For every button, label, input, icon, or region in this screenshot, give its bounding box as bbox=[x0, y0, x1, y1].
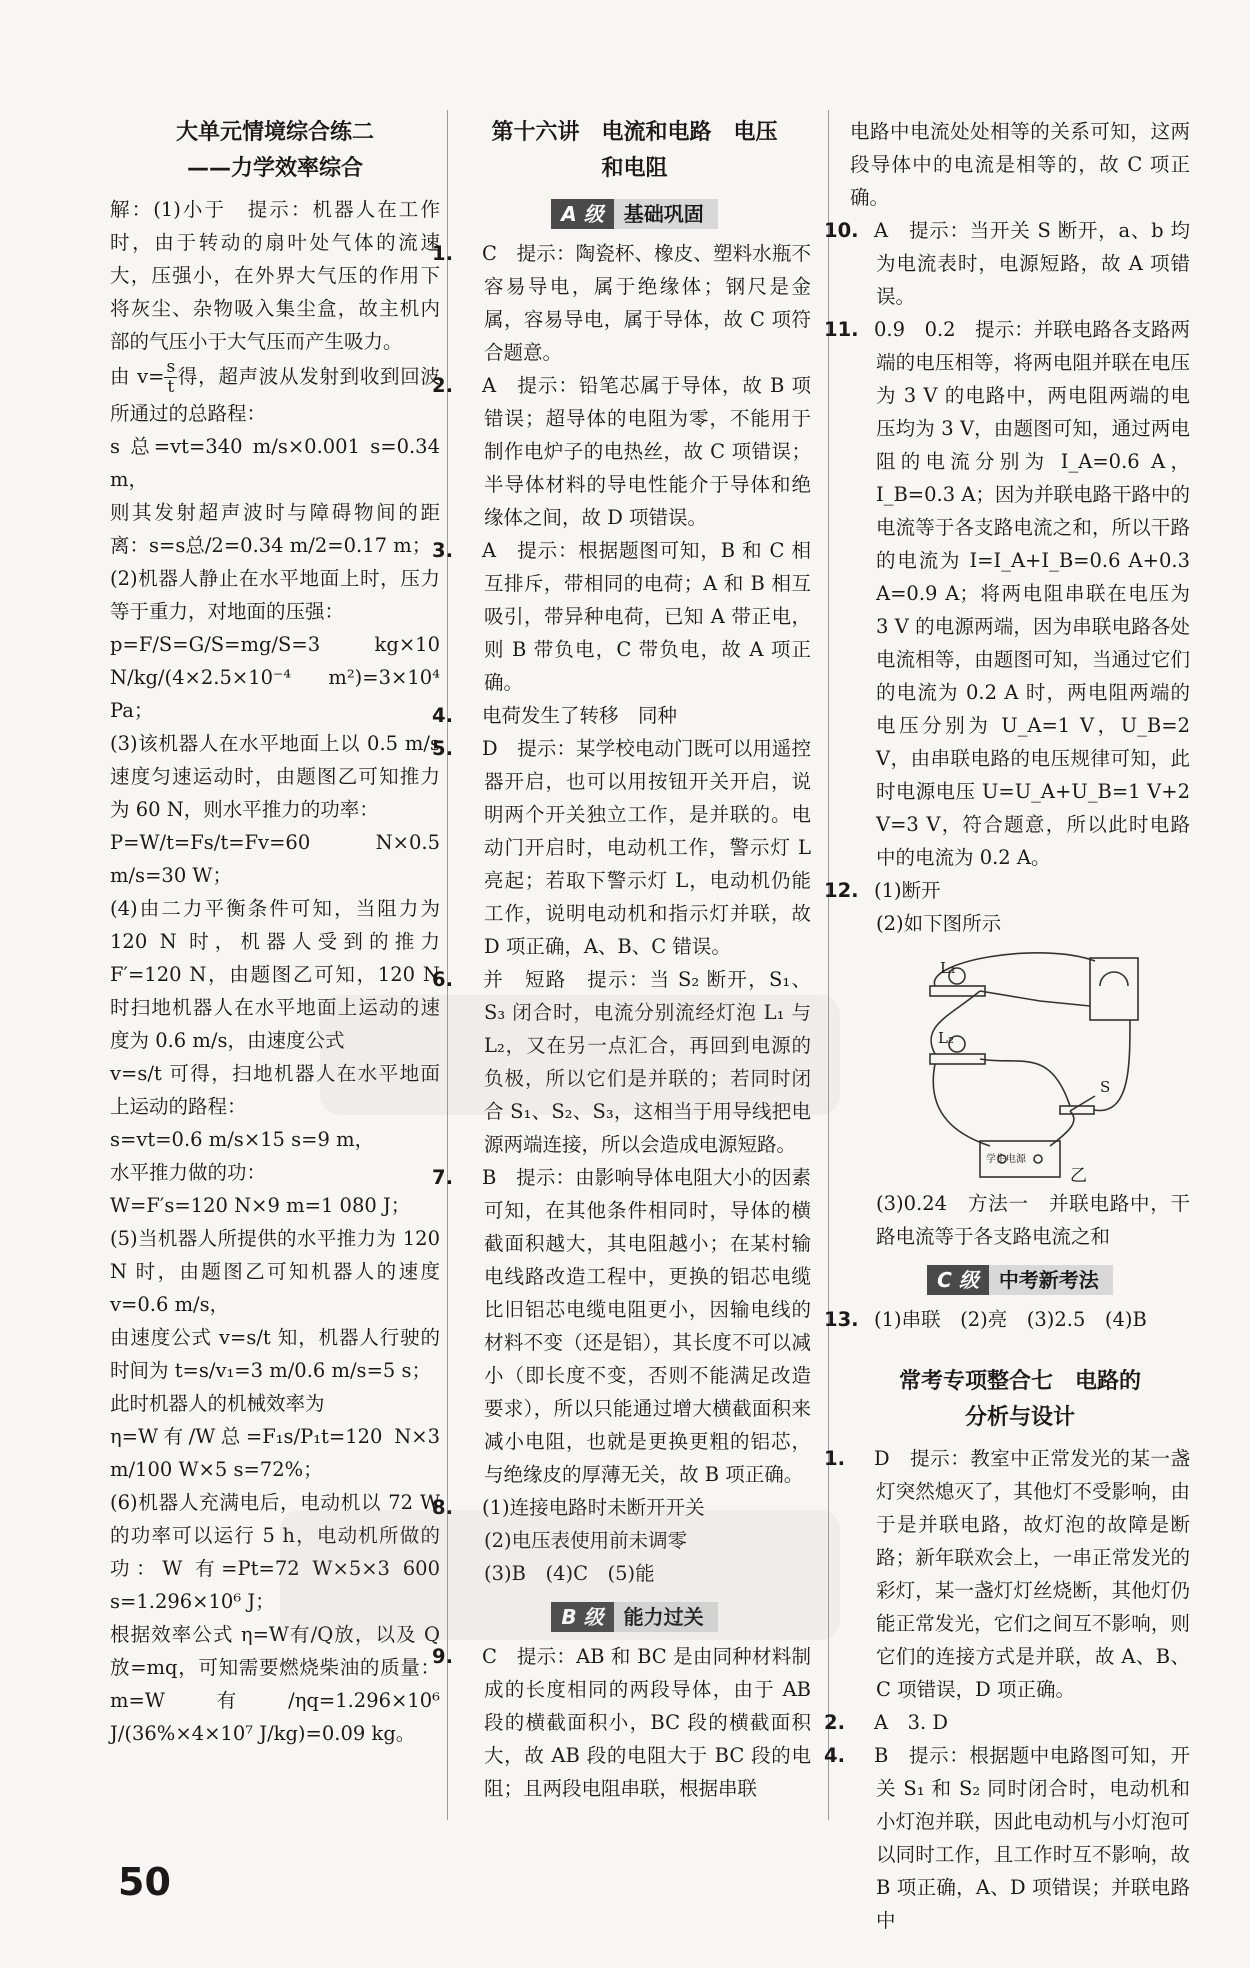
answer-paragraph: v=s/t 可得，扫地机器人在水平地面上运动的路程： bbox=[110, 1062, 440, 1118]
answer-paragraph: (6)机器人充满电后，电动机以 72 W 的功率可以运行 5 h，电动机所做的功：W 有=Pt=72 W×5×3 600 s=1.296×10⁶ J； bbox=[110, 1491, 440, 1613]
column-divider-right bbox=[828, 110, 829, 1820]
answer-paragraph: 由 v= $\frac{s}{t}$ 得，超声波从发射到收到回波所通过的总路程： bbox=[110, 357, 440, 425]
answer-paragraph: 解：(1)小于 提示：机器人在工作时，由于转动的扇叶处气体的流速大，压强小，在外界大气压的作用下将灰尘、杂物吸入集尘盒，故主机内部的气压小于大气压而产生吸力。 bbox=[110, 198, 440, 353]
level-header-c bbox=[850, 1265, 1190, 1295]
column-3 bbox=[824, 115, 1190, 1937]
label-l2: L₂ bbox=[938, 1029, 954, 1047]
answer-item: 9. C 提示：AB 和 BC 是由同种材料制成的长度相同的两段导体，由于 AB 段的横截面积小，BC 段的横截面积大，故 AB 段的电阻大于 BC 段的电阻；且两段电阻串联，根据串联 bbox=[432, 1645, 811, 1800]
fraction: $\frac{s}{t}$ bbox=[166, 357, 176, 397]
power-supply-label: 学生电源 bbox=[986, 1154, 1026, 1165]
answer-paragraph: (4)由二力平衡条件可知，当阻力为 120 N 时，机器人受到的推力 F′=120 N，由题图乙可知，120 N 时扫地机器人在水平地面上运动的速度为 0.6 m/s，由速度公式 bbox=[110, 897, 440, 1052]
answer-subitem: (2)电压表使用前未调零 bbox=[484, 1529, 688, 1552]
answer-paragraph: 由速度公式 v=s/t 知，机器人行驶的时间为 t=s/v₁=3 m/0.6 m/s=5 s； bbox=[110, 1326, 440, 1382]
answer-paragraph: s 总=vt=340 m/s×0.001 s=0.34 m， bbox=[110, 435, 440, 491]
formula-line: p=F/S=G/S=mg/S=3 kg×10 N/kg/(4×2.5×10⁻⁴ m²)=3×10⁴ Pa； bbox=[110, 633, 440, 722]
answer-item: 2. A 提示：铅笔芯属于导体，故 B 项错误；超导体的电阻为零，不能用于制作电炉子的电热丝，故 C 项错误；半导体材料的导电性能介于导体和绝缘体之间，故 D 项错误。 bbox=[432, 374, 811, 529]
section-title: 大单元情境综合练二 ——力学效率综合 bbox=[175, 120, 374, 181]
formula-line: P=W/t=Fs/t=Fv=60 N×0.5 m/s=30 W； bbox=[110, 831, 440, 887]
level-badge: A 级 bbox=[551, 199, 613, 229]
answer-item: 11. 0.9 0.2 提示：并联电路各支路两端的电压相等，将两电阻并联在电压为 3 V 的电路中，两电阻两端的电压均为 3 V，由题图可知，通过两电阻的电流分别为 I_A=0.6 A，I_B=0.3 A；因为并联电路干路中的电流等于各支路电流之和，所以干路的电流为 I=I_A+I_B=0.6 A+0.3 A=0.9 A；将两电阻串联在电压为 3 V 的电源两端，因为串联电路各处电流相等，由题图可知，当通过它们的电流为 0.2 A 时，两电阻两端的电压分别为 U_A=1 V，U_B=2 V，由串联电路的电压规律可知，此时电源电压 U=U_A+U_B=1 V+2 V=3 V，符合题意，所以此时电路中的电流为 0.2 A。 bbox=[824, 318, 1190, 869]
answer-paragraph: 水平推力做的功： bbox=[110, 1161, 267, 1184]
formula-line: W=F′s=120 N×9 m=1 080 J； bbox=[110, 1194, 411, 1217]
answer-subitem: (2)如下图所示 bbox=[876, 912, 1002, 935]
answer-item: 13. (1)串联 (2)亮 (3)2.5 (4)B bbox=[824, 1308, 1147, 1331]
answer-item: 1. C 提示：陶瓷杯、橡皮、塑料水瓶不容易导电，属于绝缘体；钢尺是金属，容易导电，属于导体，故 C 项符合题意。 bbox=[432, 242, 811, 364]
answer-item: 1. D 提示：教室中正常发光的某一盏灯突然熄灭了，其他灯不受影响，由于是并联电路，故灯泡的故障是断路；新年联欢会上，一串正常发光的彩灯，某一盏灯灯丝烧断，其他灯仍能正常发光，它们之间互不影响，则它们的连接方式是并联，故 A、B、C 项错误，D 项正确。 bbox=[824, 1447, 1190, 1701]
level-badge: B 级 bbox=[551, 1602, 613, 1632]
answer-paragraph: 电路中电流处处相等的关系可知，这两段导体中的电流是相等的，故 C 项正确。 bbox=[850, 120, 1190, 209]
level-header-a bbox=[458, 199, 811, 229]
circuit-diagram bbox=[920, 946, 1150, 1186]
answer-subitem: (3)0.24 方法一 并联电路中，干路电流等于各支路电流之和 bbox=[876, 1192, 1190, 1248]
answer-item: 10. A 提示：当开关 S 断开，a、b 均为电流表时，电源短路，故 A 项错误。 bbox=[824, 219, 1190, 308]
formula-line: η=W有/W总=F₁s/P₁t=120 N×3 m/100 W×5 s=72%； bbox=[110, 1425, 440, 1481]
answer-item: 4. 电荷发生了转移 同种 bbox=[432, 704, 678, 727]
page-number: 50 bbox=[118, 1860, 171, 1904]
column-1 bbox=[110, 115, 440, 1750]
figure-caption: 乙 bbox=[1070, 1166, 1087, 1186]
formula-line: s=vt=0.6 m/s×15 s=9 m， bbox=[110, 1128, 375, 1151]
section-title: 常考专项整合七 电路的 分析与设计 bbox=[898, 1369, 1141, 1430]
answer-item: 2. A 3. D bbox=[824, 1711, 949, 1734]
answer-paragraph: 根据效率公式 η=W有/Q放，以及 Q 放=mq，可知需要燃烧柴油的质量：m=W有/ηq=1.296×10⁶ J/(36%×4×10⁷ J/kg)=0.09 kg。 bbox=[110, 1623, 440, 1745]
label-l1: L₁ bbox=[940, 959, 956, 977]
answer-item: 4. B 提示：根据题中电路图可知，开关 S₁ 和 S₂ 同时闭合时，电动机和小灯泡并联，因此电动机与小灯泡可以同时工作，且工作时互不影响，故 B 项正确，A、D 项错误；并联电路中 bbox=[824, 1744, 1190, 1932]
answer-item: 3. A 提示：根据题图可知，B 和 C 相互排斥，带相同的电荷；A 和 B 相互吸引，带异种电荷，已知 A 带正电，则 B 带负电，C 带负电，故 A 项正确。 bbox=[432, 539, 811, 694]
answer-paragraph: 此时机器人的机械效率为 bbox=[110, 1392, 325, 1415]
answer-paragraph: (2)机器人静止在水平地面上时，压力等于重力，对地面的压强： bbox=[110, 567, 440, 623]
section-title: 第十六讲 电流和电路 电压 和电阻 bbox=[491, 120, 778, 181]
answer-item: 12. (1)断开 bbox=[824, 879, 941, 902]
answer-paragraph: (5)当机器人所提供的水平推力为 120 N 时，由题图乙可知机器人的速度 v=0.6 m/s， bbox=[110, 1227, 440, 1316]
answer-item: 6. 并 短路 提示：当 S₂ 断开，S₁、S₃ 闭合时，电流分别流经灯泡 L₁ 与 L₂，又在另一点汇合，再回到电源的负极，所以它们是并联的；若同时闭合 S₁、S₂、S₃，这相当于用导线把电源两端连接，所以会造成电源短路。 bbox=[432, 968, 811, 1156]
level-badge: C 级 bbox=[927, 1265, 989, 1295]
level-title: 基础巩固 bbox=[614, 199, 718, 229]
level-title: 能力过关 bbox=[614, 1602, 718, 1632]
column-2 bbox=[432, 115, 811, 1805]
answer-subitem: (3)B (4)C (5)能 bbox=[484, 1562, 655, 1585]
label-s: S bbox=[1100, 1078, 1111, 1096]
answer-item: 8. (1)连接电路时未断开开关 bbox=[432, 1496, 705, 1519]
answer-item: 7. B 提示：由影响导体电阻大小的因素可知，在其他条件相同时，导体的横截面积越大，其电阻越小；在某村输电线路改造工程中，更换的铝芯电缆比旧铝芯电缆电阻更小，因输电线的材料不变（还是铝），其长度不可以减小（即长度不变，否则不能满足改造要求），所以只能通过增大横截面积来减小电阻，也就是更换更粗的铝芯，与绝缘皮的厚薄无关，故 B 项正确。 bbox=[432, 1166, 811, 1486]
answer-paragraph: 则其发射超声波时与障碍物间的距离：s=s总/2=0.34 m/2=0.17 m； bbox=[110, 501, 440, 557]
answer-item: 5. D 提示：某学校电动门既可以用遥控器开启，也可以用按钮开关开启，说明两个开关独立工作，是并联的。电动门开启时，电动机工作，警示灯 L 亮起；若取下警示灯 L，电动机仍能工作，说明电动机和指示灯并联，故 D 项正确，A、B、C 错误。 bbox=[432, 737, 811, 958]
level-title: 中考新考法 bbox=[989, 1265, 1113, 1295]
level-header-b bbox=[458, 1602, 811, 1632]
answer-paragraph: (3)该机器人在水平地面上以 0.5 m/s 速度匀速运动时，由题图乙可知推力为 60 N，则水平推力的功率： bbox=[110, 732, 440, 821]
